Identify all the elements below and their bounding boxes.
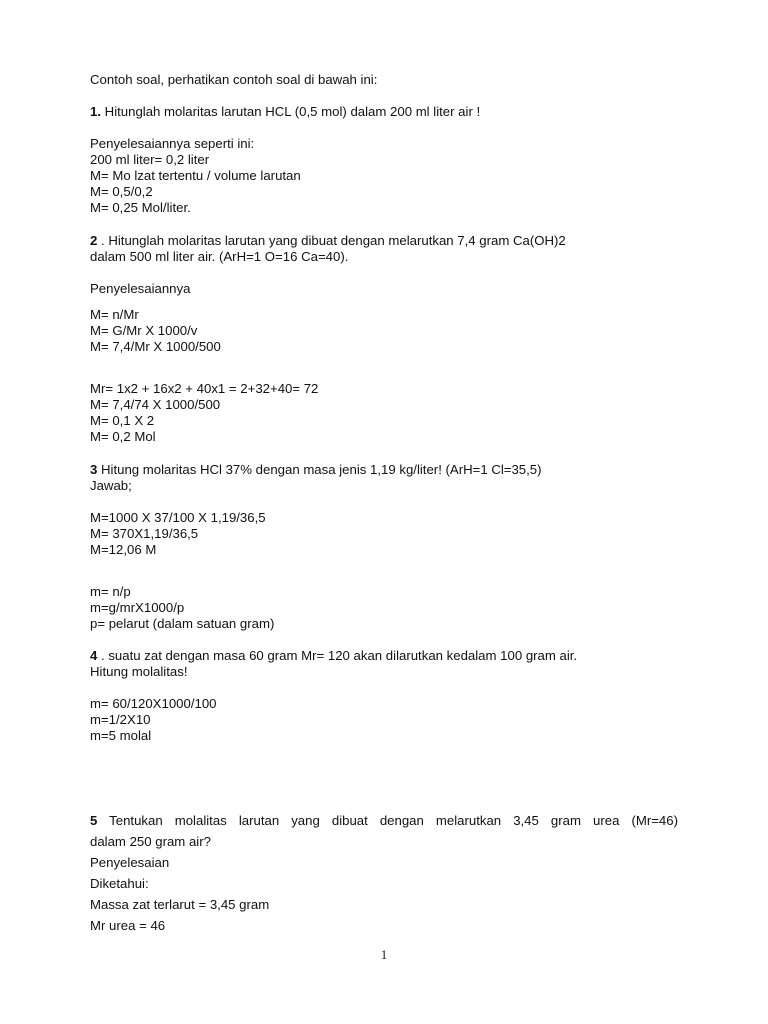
intro-text: Contoh soal, perhatikan contoh soal di bawah ini:	[90, 72, 378, 87]
solution-line: M= 0,25 Mol/liter.	[90, 200, 191, 215]
question-number: 1.	[90, 104, 101, 119]
solution-line: Penyelesaiannya seperti ini:	[90, 136, 255, 151]
solution-line: M= 7,4/74 X 1000/500	[90, 397, 221, 412]
question-text: Hitunglah molaritas larutan HCL (0,5 mol) dalam 200 ml liter air !	[101, 104, 481, 119]
question-5	[90, 813, 678, 829]
solution-heading: Penyelesaian	[90, 855, 170, 870]
solution-line: 200 ml liter= 0,2 liter	[90, 152, 210, 167]
solution-line: m= 60/120X1000/100	[90, 696, 217, 711]
question-4	[90, 648, 577, 664]
question-text: . suatu zat dengan masa 60 gram Mr= 120 akan dilarutkan kedalam 100 gram air.	[97, 648, 578, 663]
solution-line: m=1/2X10	[90, 712, 151, 727]
question-text-continued: dalam 500 ml liter air. (ArH=1 O=16 Ca=40).	[90, 249, 349, 264]
solution-line: M= 7,4/Mr X 1000/500	[90, 339, 221, 354]
solution-line: M= Mo lzat tertentu / volume larutan	[90, 168, 301, 183]
solution-line: M= 0,5/0,2	[90, 184, 153, 199]
answer-label: Jawab;	[90, 478, 132, 493]
question-text-continued: Hitung molalitas!	[90, 664, 188, 679]
solution-line: M= 0,2 Mol	[90, 429, 156, 444]
solution-line: M= G/Mr X 1000/v	[90, 323, 198, 338]
question-number: 4	[90, 648, 98, 663]
question-2	[90, 233, 566, 249]
question-number: 3	[90, 462, 98, 477]
solution-line: m=5 molal	[90, 728, 152, 743]
question-number: 2	[90, 233, 98, 248]
solution-line: Diketahui:	[90, 876, 149, 891]
question-text: Hitung molaritas HCl 37% dengan masa jenis 1,19 kg/liter! (ArH=1 Cl=35,5)	[97, 462, 542, 477]
solution-line: M=1000 X 37/100 X 1,19/36,5	[90, 510, 266, 525]
solution-line: M= n/Mr	[90, 307, 139, 322]
question-number: 5	[90, 813, 98, 828]
solution-heading: Penyelesaiannya	[90, 281, 191, 296]
formula-line: m=g/mrX1000/p	[90, 600, 185, 615]
question-3	[90, 462, 542, 478]
solution-line: Mr= 1x2 + 16x2 + 40x1 = 2+32+40= 72	[90, 381, 319, 396]
question-1	[90, 104, 480, 120]
formula-line: p= pelarut (dalam satuan gram)	[90, 616, 275, 631]
solution-line: M=12,06 M	[90, 542, 157, 557]
page-number: 1	[380, 948, 388, 962]
formula-line: m= n/p	[90, 584, 131, 599]
question-text: . Hitunglah molaritas larutan yang dibuat dengan melarutkan 7,4 gram Ca(OH)2	[97, 233, 566, 248]
solution-line: M= 370X1,19/36,5	[90, 526, 199, 541]
question-text: Tentukan molalitas larutan yang dibuat dengan melarutkan 3,45 gram urea (Mr=46)	[97, 813, 678, 828]
solution-line: M= 0,1 X 2	[90, 413, 155, 428]
solution-line: Mr urea = 46	[90, 918, 166, 933]
solution-line: Massa zat terlarut = 3,45 gram	[90, 897, 270, 912]
question-text-continued: dalam 250 gram air?	[90, 834, 211, 849]
